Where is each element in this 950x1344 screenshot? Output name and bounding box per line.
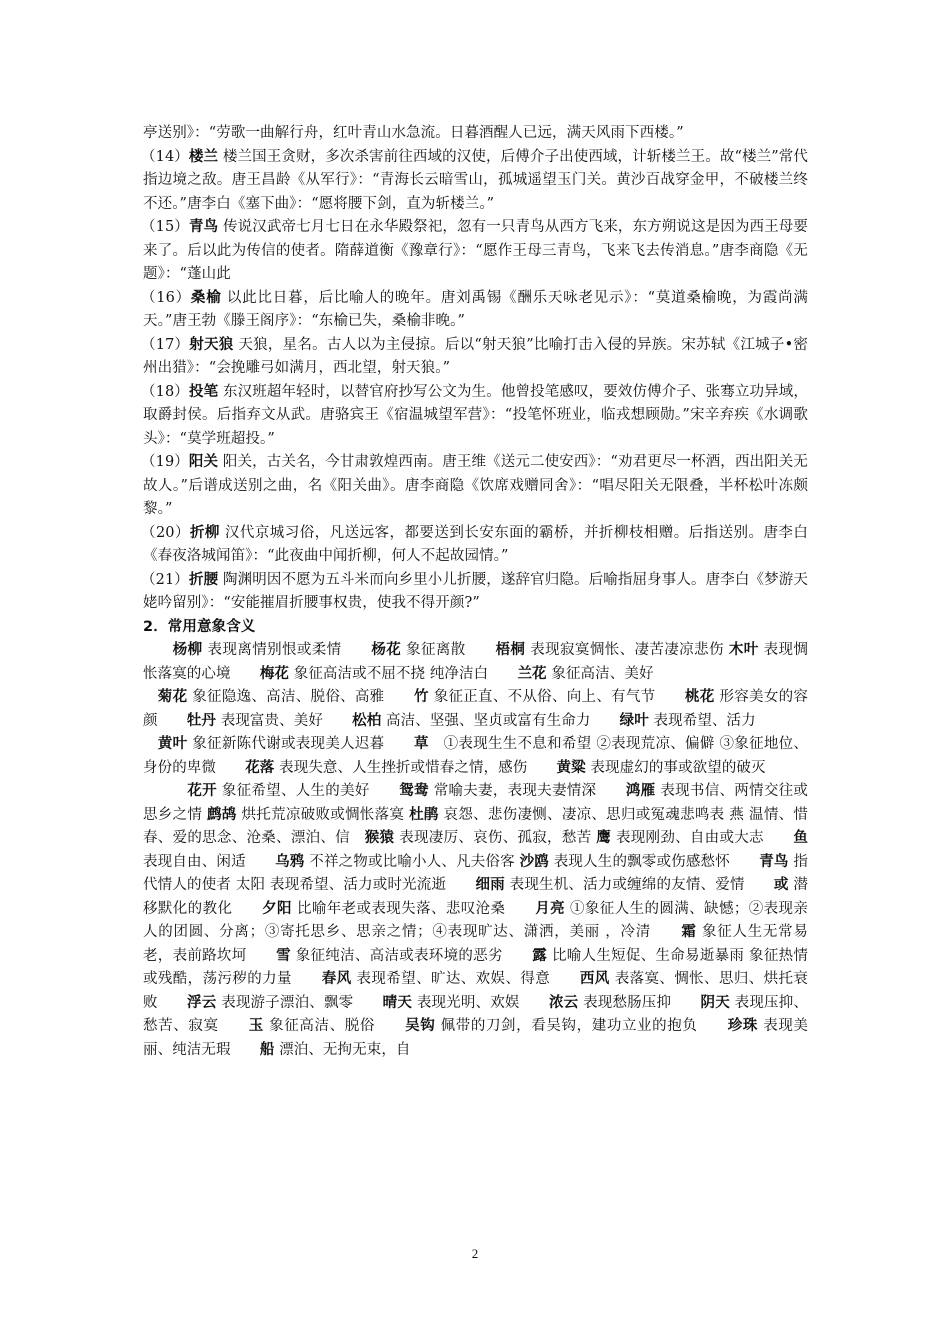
- imagery-list: [143, 639, 808, 1062]
- entry-text: 东汉班超年轻时，以替官府抄写公文为生。他曾投笔感叹，要效仿傅介子、张骞立功异域，取爵封侯。后指弃文从武。唐骆宾王《宿温城望军营》：“投笔怀班业，临戎想顾勋。”宋辛弃疾《水调歌头》：“莫学班超投。”: [143, 383, 808, 447]
- allusion-entry: [143, 216, 808, 287]
- imagery-meaning: 表现书信、两情交往或思乡之情: [143, 783, 809, 823]
- entry-number: （16）: [141, 289, 191, 306]
- allusion-entry: [143, 381, 808, 452]
- imagery-meaning: 象征隐逸、高洁、脱俗、高雅: [187, 689, 415, 705]
- entry-term: 折柳: [189, 524, 220, 541]
- imagery-meaning: 比喻人生短促、生命易逝暴雨 象征热情或残酷，荡污秽的力量: [143, 947, 809, 987]
- allusion-entry: [143, 287, 808, 334]
- imagery-meaning: 表现虚幻的事或欲望的破灭: [585, 759, 766, 776]
- imagery-term: 黄叶: [157, 736, 188, 752]
- imagery-meaning: 表现失意、人生挫折或惜春之情，感伤: [274, 759, 557, 776]
- imagery-term: 菊花: [157, 689, 188, 705]
- entry-term: 折腰: [188, 571, 219, 588]
- entry-text: 楼兰国王贪财，多次杀害前往西域的汉使，后傅介子出使西域，计斩楼兰王。故“楼兰”常代指边境之敌。唐王昌龄《从军行》：“青海长云暗雪山，孤城遥望玉门关。黄沙百战穿金甲，不破楼兰终不还。”唐李白《塞下曲》：“愿将腰下剑，直为斩楼兰。”: [143, 148, 808, 212]
- entry-term: 阳关: [188, 454, 219, 470]
- section-heading: 2．常用意象含义: [143, 618, 256, 635]
- entry-term: 桑榆: [190, 289, 222, 306]
- imagery-term: 兰花: [517, 665, 547, 682]
- imagery-paragraph: [143, 733, 808, 780]
- imagery-meaning: 象征人生无常易老，表前路坎坷: [143, 924, 808, 964]
- imagery-meaning: 佩带的刀剑，看吴钩，建功立业的抱负: [435, 1018, 728, 1034]
- imagery-term: 鸿雁: [625, 783, 656, 799]
- entry-number: （19）: [141, 454, 189, 470]
- entry-number: （17）: [141, 336, 190, 353]
- imagery-term: 绿叶: [619, 712, 649, 729]
- imagery-term: 黄粱: [556, 759, 586, 776]
- entry-number: （21）: [141, 571, 189, 588]
- imagery-term: 西风: [579, 971, 610, 987]
- imagery-term: 木叶: [728, 642, 759, 658]
- imagery-meaning: 潜移默化的教化: [143, 877, 808, 917]
- imagery-meaning: ①象征人生的圆满、缺憾；②表现亲人的团圆、分离；③寄托思乡、思亲之情；④表现旷达、潇洒，美丽 ，冷清: [143, 900, 809, 940]
- imagery-meaning: 表现人生的飘零或伤感愁怀: [548, 853, 760, 870]
- imagery-meaning: 象征离散: [401, 642, 496, 658]
- allusion-entry: [143, 569, 808, 616]
- imagery-meaning: 表现凄厉、哀伤、孤寂，愁苦: [394, 830, 597, 846]
- imagery-meaning: 表现游子漂泊、飘零: [216, 994, 383, 1011]
- imagery-term: 浮云: [187, 994, 217, 1011]
- entry-term: 投笔: [188, 383, 219, 400]
- imagery-meaning: 表现希望、活力: [648, 712, 756, 729]
- imagery-term: 松柏: [352, 712, 382, 729]
- entry-term: 青鸟: [188, 219, 219, 235]
- imagery-term: 鸳鸯: [399, 783, 429, 799]
- imagery-term: 鱼: [793, 830, 808, 846]
- imagery-term: 沙鸥: [519, 853, 549, 870]
- imagery-meaning: ①表现生生不息和希望 ②表现荒凉、偏僻 ③象征地位、身份的卑微: [143, 736, 809, 776]
- allusion-entry: [143, 146, 808, 217]
- imagery-term: 玉: [248, 1018, 264, 1034]
- imagery-meaning: 表现富贵、美好: [216, 712, 353, 729]
- imagery-term: 竹: [414, 689, 429, 705]
- imagery-term: 鹧鸪: [207, 806, 237, 823]
- imagery-meaning: 表现惆怅落寞的心境: [143, 642, 809, 682]
- imagery-meaning: 表现压抑、愁苦、寂寞: [143, 994, 808, 1034]
- imagery-meaning: 表现生机、活力或缠绵的友情、爱情: [504, 877, 774, 893]
- imagery-term: 梧桐: [495, 642, 526, 658]
- imagery-term: 露: [532, 947, 548, 964]
- imagery-meaning: 指代情人的使者 太阳 表现希望、活力或时光流逝: [143, 853, 808, 893]
- entry-number: （20）: [141, 524, 190, 541]
- imagery-meaning: 哀怨、悲伤凄恻、凄凉、思归或冤魂悲鸣表 燕 温情、惜春、爱的思念、沧桑、漂泊、信: [143, 806, 808, 846]
- imagery-term: 吴钩: [405, 1018, 436, 1034]
- imagery-meaning: 常喻夫妻，表现夫妻情深: [428, 783, 626, 799]
- entry-term: 射天狼: [189, 336, 234, 353]
- allusion-entry: [143, 334, 808, 381]
- entry-text: 汉代京城习俗，凡送远客，都要送到长安东面的霸桥，并折柳枝相赠。后指送别。唐李白《春夜洛城闻笛》：“此夜曲中闻折柳，何人不起故园情。”: [143, 524, 808, 564]
- imagery-meaning: 表现美丽、纯洁无瑕: [143, 1018, 809, 1058]
- entry-text: 传说汉武帝七月七日在永华殿祭祀，忽有一只青鸟从西方飞来，东方朔说这是因为西王母要来了。后以此为传信的使者。隋薛道衡《豫章行》：“愿作王母三青鸟，飞来飞去传消息。”唐李商隐《无题》：“蓬山此: [143, 219, 808, 282]
- imagery-meaning: 高洁、坚强、坚贞或富有生命力: [381, 712, 620, 729]
- imagery-term: 船: [259, 1041, 275, 1058]
- imagery-meaning: 形容美女的容颜: [143, 689, 809, 729]
- imagery-meaning: 象征高洁、脱俗: [263, 1018, 406, 1034]
- imagery-term: 春风: [321, 971, 352, 987]
- indent-space: [143, 736, 158, 752]
- imagery-paragraph: [143, 686, 808, 733]
- imagery-meaning: 比喻年老或表现失落、悲叹沧桑: [291, 900, 536, 917]
- imagery-term: 青鸟: [759, 853, 789, 870]
- imagery-paragraph: [143, 780, 808, 1062]
- imagery-term: 猴猿: [364, 830, 395, 846]
- entry-text: 阳关，古关名，今甘肃敦煌西南。唐王维《送元二使安西》：“劝君更尽一杯酒，西出阳关无故人。”后谱成送别之曲，名《阳关曲》。唐李商隐《饮席戏赠同舍》：“唱尽阳关无限叠，半杯松叶冻颇黎。”: [143, 454, 809, 517]
- imagery-meaning: 表现刚劲、自由或大志: [611, 830, 794, 846]
- imagery-term: 雪: [276, 947, 291, 964]
- imagery-meaning: 不祥之物或比喻小人、凡夫俗客: [304, 853, 520, 870]
- imagery-term: 牡丹: [186, 712, 217, 729]
- imagery-term: 花开: [187, 783, 217, 799]
- imagery-term: 霜: [681, 924, 697, 940]
- imagery-meaning: 象征希望、人生的美好: [216, 783, 400, 799]
- imagery-meaning: 表现寂寞惆怅、凄苦凄凉悲伤: [525, 642, 729, 658]
- imagery-term: 桃花: [685, 689, 715, 705]
- allusion-entries: [143, 146, 808, 616]
- entry-number: （15）: [141, 219, 189, 235]
- imagery-term: 夕阳: [262, 900, 292, 917]
- imagery-term: 鹰: [596, 830, 612, 846]
- imagery-meaning: 漂泊、无拘无束，自: [274, 1041, 411, 1058]
- imagery-term: 月亮: [535, 900, 566, 917]
- imagery-term: 或: [773, 877, 789, 893]
- entry-text: 以此比日暮，后比喻人的晚年。唐刘禹锡《酬乐天咏老见示》：“莫道桑榆晚，为霞尚满天。”唐王勃《滕王阁序》：“东榆已失，桑榆非晚。”: [143, 289, 808, 329]
- entry-number: （14）: [141, 148, 189, 165]
- indent-space: [143, 689, 158, 705]
- imagery-meaning: 表现自由、闲适: [143, 853, 276, 870]
- imagery-meaning: 表现愁肠压抑: [578, 994, 701, 1011]
- imagery-meaning: 表落寞、惆怅、思归、烘托衰败: [143, 971, 809, 1011]
- imagery-meaning: 象征新陈代谢或表现美人迟暮: [187, 736, 415, 752]
- imagery-meaning: 象征高洁、美好: [546, 665, 654, 682]
- imagery-term: 梅花: [259, 665, 290, 682]
- indent-space: [143, 783, 187, 799]
- imagery-meaning: 表现离情别恨或柔情: [202, 642, 372, 658]
- imagery-meaning: 表现希望、旷达、欢娱、得意: [351, 971, 580, 987]
- entry-text: 天狼，星名。古人以为主侵掠。后以“射天狼”比喻打击入侵的异族。宋苏轼《江城子•密州出猎》：“会挽雕弓如满月，西北望，射天狼。”: [143, 336, 808, 376]
- entry-term: 楼兰: [188, 148, 219, 165]
- imagery-meaning: 象征高洁或不屈不挠 纯净洁白: [289, 665, 518, 682]
- allusion-entry: [143, 522, 808, 569]
- imagery-term: 乌鸦: [275, 853, 305, 870]
- entry-number: （18）: [141, 383, 189, 400]
- imagery-term: 珍珠: [727, 1018, 758, 1034]
- imagery-meaning: 象征正直、不从俗、向上、有气节: [428, 689, 686, 705]
- entry-text: 陶渊明因不愿为五斗米而向乡里小儿折腰，遂辞官归隐。后喻指屈身事人。唐李白《梦游天姥吟留别》：“安能摧眉折腰事权贵，使我不得开颜?”: [143, 571, 808, 611]
- imagery-term: 花落: [245, 759, 275, 776]
- imagery-term: 杜鹃: [409, 806, 439, 823]
- imagery-term: 杨柳: [172, 642, 203, 658]
- imagery-meaning: 烘托荒凉破败或惆怅落寞: [236, 806, 410, 823]
- imagery-term: 草: [414, 736, 429, 752]
- page-number: 2: [471, 1246, 479, 1261]
- allusion-entry: [143, 451, 808, 522]
- imagery-term: 浓云: [548, 994, 579, 1011]
- imagery-term: 杨花: [371, 642, 402, 658]
- imagery-meaning: 象征纯洁、高洁或表环境的恶劣: [290, 947, 533, 964]
- imagery-term: 晴天: [382, 994, 413, 1011]
- imagery-paragraph: [143, 639, 808, 686]
- imagery-term: 阴天: [700, 994, 730, 1011]
- imagery-meaning: 表现光明、欢娱: [412, 994, 549, 1011]
- imagery-term: 细雨: [475, 877, 505, 893]
- indent-space: [143, 642, 173, 658]
- document-body: [143, 122, 808, 1062]
- continuation-paragraph: 亭送别》：“劳歌一曲解行舟，红叶青山水急流。日暮酒醒人已远，满天风雨下西楼。”: [143, 125, 684, 141]
